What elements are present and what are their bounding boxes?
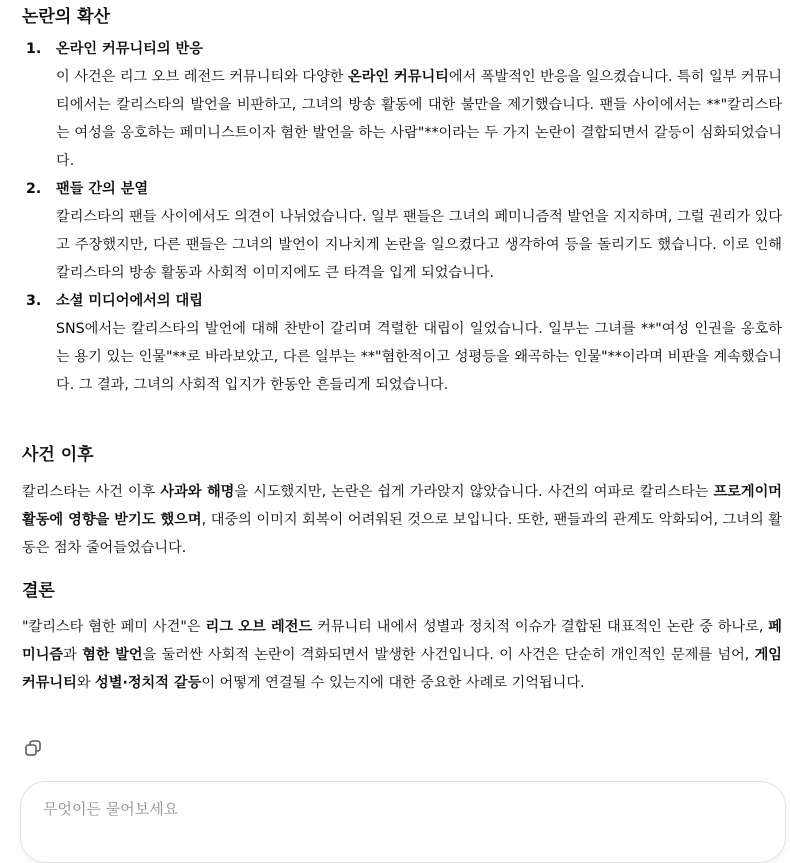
chat-composer[interactable] [20,781,786,863]
list-item-title [22,175,782,203]
copy-icon-graphic [24,739,42,757]
list-item-title-text: 소셜 미디어에서의 대립 [56,293,203,309]
list-item-title [22,287,782,315]
text-span: 을 둘러싼 사회적 논란이 격화되면서 발생한 사건입니다. 이 사건은 단순히 개인적인 문제를 넘어, [142,647,755,663]
conclusion-paragraph [22,613,782,697]
text-span: 커뮤니티 내에서 성별과 정치적 이슈가 결합된 대표적인 논란 중 하나로, [312,619,769,635]
text-span: 을 시도했지만, 논란은 쉽게 가라앉지 않았습니다. 사건의 여파로 칼리스타는 [234,484,714,500]
section-heading-spread: 논란의 확산 [22,7,111,27]
text-span: SNS에서는 칼리스타의 발언에 대해 찬반이 갈리며 격렬한 대립이 일었습니다. 일부는 그녀를 **"여성 인권을 옹호하는 용기 있는 인물"**로 바라보았고, 다른 일부는 **"혐한적이고 성평등을 왜곡하는 인물"**이라며 비판을 계속했습니다. 그 결과, 그녀의 사회적 입지가 한동안 흔들리게 되었습니다. [56,321,782,393]
text-span: 칼리스타의 팬들 사이에서도 의견이 나뉘었습니다. 일부 팬들은 그녀의 페미니즘적 발언을 지지하며, 그럴 권리가 있다고 주장했지만, 다른 팬들은 그녀의 발언이 지나치게 논란을 일으켰다고 생각하여 등을 돌리기도 했습니다. 이로 인해 칼리스타의 방송 활동과 사회적 이미지에도 큰 타격을 입게 되었습니다. [56,209,782,281]
list-item-number: 1. [26,41,42,57]
bold-text: 온라인 커뮤니티 [348,69,449,85]
text-span: "칼리스타 혐한 페미 사건"은 [22,619,206,635]
list-item [22,35,782,175]
bold-text: 리그 오브 레전드 [205,619,313,635]
spread-list [22,35,782,399]
list-item-body [56,63,782,175]
text-span: , 대중의 이미지 회복이 어려워된 것으로 보입니다. 또한, 팬들과의 관계도 악화되어, 그녀의 활동은 점차 줄어들었습니다. [22,512,783,556]
bold-text: 게임 커뮤니티 [22,647,783,691]
prompt-input[interactable]: 무엇이든 물어보세요 [43,800,179,818]
list-item-number: 2. [26,181,42,197]
text-span: 이 어떻게 연결될 수 있는지에 대한 중요한 사례로 기억됩니다. [201,675,585,691]
list-item-body [56,315,782,399]
list-item [22,175,782,287]
bold-text: 성별·정치적 갈등 [95,675,202,691]
text-span: 에서 폭발적인 반응을 일으켰습니다. 특히 일부 커뮤니티에서는 칼리스타의 발언을 비판하고, 그녀의 방송 활동에 대한 불만을 제기했습니다. 팬들 사이에서는 **"칼리스타는 여성을 옹호하는 페미니스트이자 혐한 발언을 하는 사람"**이라는 두 가지 논란이 결합되면서 갈등이 심화되었습니다. [56,69,782,169]
list-item [22,287,782,399]
list-item-body [56,203,782,287]
bold-text: 페미니즘 [22,619,782,663]
list-item-title-text: 팬들 간의 분열 [56,181,149,197]
bold-text: 사과와 해명 [160,484,235,500]
list-item-title-text: 온라인 커뮤니티의 반응 [56,41,203,57]
text-span: 과 [63,647,83,663]
section-heading-after: 사건 이후 [22,445,94,465]
copy-icon[interactable] [24,739,42,757]
section-heading-conclusion: 결론 [22,581,55,601]
list-item-title [22,35,782,63]
text-span: 칼리스타는 사건 이후 [22,484,161,500]
text-span: 이 사건은 리그 오브 레전드 커뮤니티와 다양한 [56,69,348,85]
bold-text: 프로게이머 활동에 영향을 받기도 했으며 [22,484,782,528]
after-paragraph [22,478,782,562]
list-item-number: 3. [26,293,42,309]
text-span: 와 [76,675,96,691]
bold-text: 혐한 발언 [82,647,143,663]
